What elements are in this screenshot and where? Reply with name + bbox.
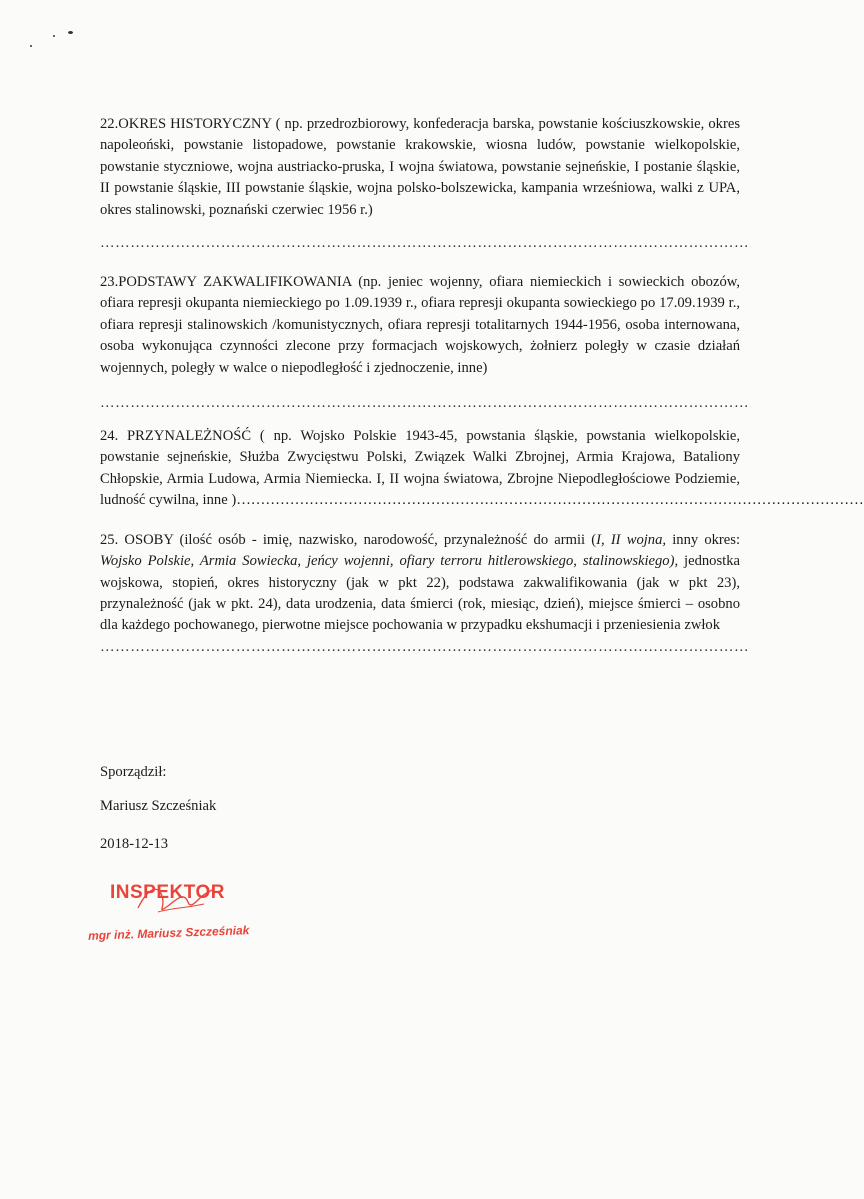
- document-body: [100, 114, 864, 658]
- fill-line-22: …………………………………………………………………………………………………………………: [100, 235, 750, 252]
- author-name: Mariusz Szcześniak: [100, 798, 217, 814]
- document-date: 2018-12-13: [100, 836, 169, 852]
- section-24-text: 24. PRZYNALEŻNOŚĆ ( np. Wojsko Polskie 1943-45, powstania śląskie, powstania wielkopolskie, powstanie sejneńskie, Służba Zwycięstwu Polski, Związek Walki Zbrojnej, Armia Krajowa, Bataliony Chłopskie, Armia Ludowa, Armia Niemiecka. I, II wojna światowa, Zbrojne Niepodległościowe Podziemie, ludność cywilna, inne ): [100, 428, 740, 509]
- fill-line-23: …………………………………………………………………………………………………………………: [100, 395, 750, 412]
- fill-line-24: …………………………………………………………………………………………………………………: [236, 492, 864, 509]
- section-24-paragraph: [100, 426, 864, 512]
- section-25-part1: 25. OSOBY (ilość osób - imię, nazwisko, narodowość, przynależność do armii (: [100, 531, 597, 548]
- handwritten-signature: [128, 878, 218, 922]
- fill-line-25: …………………………………………………………………………………………………………………: [100, 638, 750, 655]
- section-25-paragraph: [100, 530, 740, 637]
- stamp-title: INSPEKTOR: [110, 882, 226, 903]
- section-23-text: 23.PODSTAWY ZAKWALIFIKOWANIA (np. jeniec wojenny, ofiara niemieckich i sowieckich obozów, ofiara represji okupanta niemieckiego po 1.09.1939 r., ofiara represji okupanta sowieckiego po 17.09.1939 r., ofiara represji stalinowskich /komunistycznych, ofiara represji totalitarnych 1944-1956, osoba internowana, osoba wykonująca czynności zlecone przy formacjach wojskowych, żołnierz poległy w czasie działań wojennych, poległy w walce o niepodległość i zjednoczenie, inne): [100, 274, 740, 376]
- section-25-italic-1: I, II wojna,: [596, 531, 667, 548]
- stamp-name: mgr inż. Mariusz Szcześniak: [87, 923, 250, 943]
- inspector-stamp: [88, 874, 268, 954]
- section-22-text: 22.OKRES HISTORYCZNY ( np. przedrozbiorowy, konfederacja barska, powstanie kościuszkowskie, okres napoleoński, powstanie listopadowe, powstanie krakowskie, wiosna ludów, powstanie wielkopolskie, powstanie styczniowe, wojna austriacko-pruska, I wojna światowa, powstanie sejneńskie, I postanie śląskie, II powstanie śląskie, III powstanie śląskie, wojna polsko-bolszewicka, kampania wrześniowa, walki z UPA, okres stalinowski, poznański czerwiec 1956 r.): [100, 116, 740, 218]
- section-25-italic-2: Wojsko Polskie, Armia Sowiecka, jeńcy wojenni, ofiary terroru hitlerowskiego, stalinowskiego),: [100, 553, 679, 570]
- prepared-by-label: Sporządził:: [100, 764, 167, 780]
- section-25-part3: inny okres:: [666, 531, 740, 548]
- section-25-part5: jednostka wojskowa, stopień, okres historyczny (jak w pkt 22), podstawa zakwalifikowania (jak w pkt 23), przynależność (jak w pkt. 24), data urodzenia, data śmierci (rok, miesiąc, dzień), miejsce śmierci – osobno dla każdego pochowanego, pierwotne miejsce pochowania w przypadku ekshumacji i przeniesienia zwłok: [100, 553, 740, 634]
